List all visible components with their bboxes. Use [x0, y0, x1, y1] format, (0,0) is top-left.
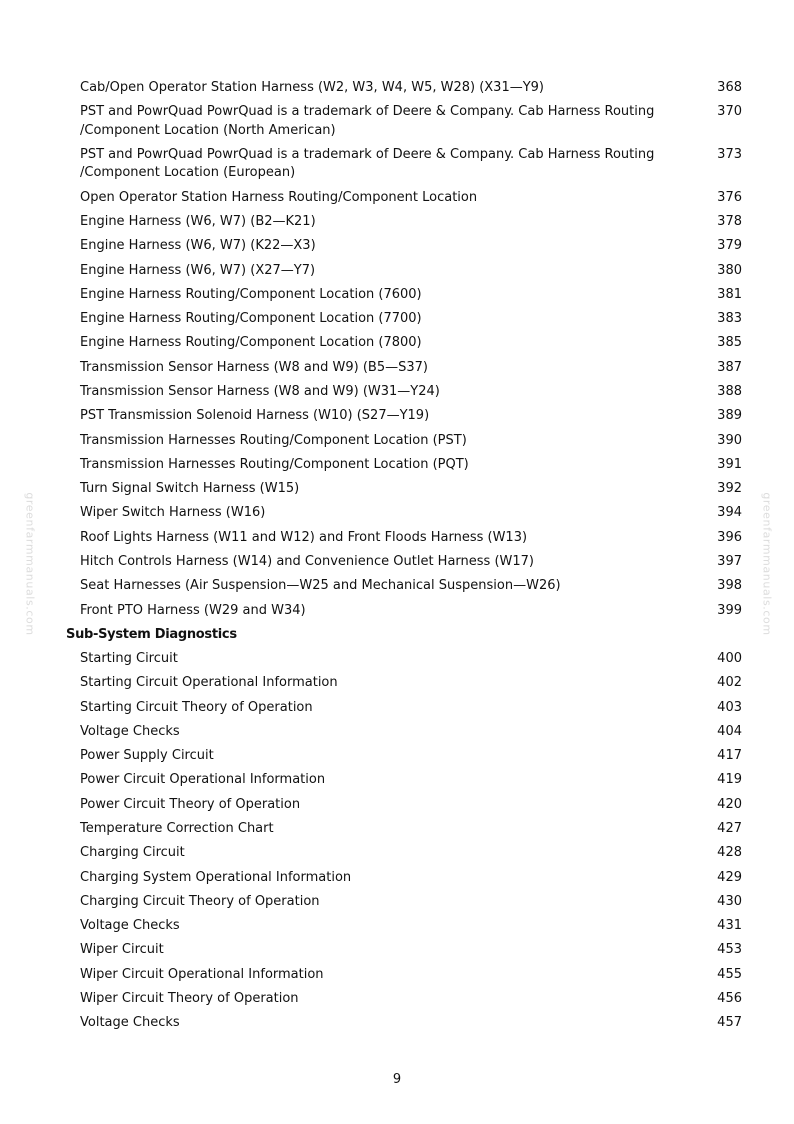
table-of-contents [0, 76, 794, 1036]
toc-entry-page: 392 [717, 481, 742, 497]
toc-entry-title: Temperature Correction Chart [80, 821, 274, 837]
toc-entry-page: 385 [717, 335, 742, 351]
toc-entry-title: Engine Harness Routing/Component Location (7700) [80, 311, 422, 327]
toc-entry-page: 391 [717, 456, 742, 472]
toc-entry-page: 368 [717, 79, 742, 95]
toc-entry[interactable] [0, 380, 794, 404]
toc-entry-title: Starting Circuit Theory of Operation [80, 699, 313, 715]
toc-entry[interactable] [0, 404, 794, 428]
toc-entry-title: Engine Harness Routing/Component Location (7600) [80, 286, 422, 302]
toc-entry-title: PST Transmission Solenoid Harness (W10) (S27—Y19) [80, 408, 430, 424]
toc-entry-page: 394 [717, 505, 742, 521]
toc-entry[interactable] [0, 143, 794, 186]
toc-entry-title: Voltage Checks [80, 1015, 180, 1031]
toc-entry-page: 456 [717, 991, 742, 1007]
toc-entry[interactable] [0, 963, 794, 987]
toc-entry[interactable] [0, 866, 794, 890]
toc-entry[interactable] [0, 841, 794, 865]
toc-section-heading[interactable]: Sub-System Diagnostics [66, 626, 237, 642]
toc-entry-title: Transmission Sensor Harness (W8 and W9) (B5—S37) [80, 359, 428, 375]
toc-entry-page: 419 [717, 772, 742, 788]
toc-entry-page: 402 [717, 675, 742, 691]
toc-entry[interactable] [0, 210, 794, 234]
toc-entry-title: Turn Signal Switch Harness (W15) [80, 481, 300, 497]
toc-entry[interactable] [0, 647, 794, 671]
toc-entry-page: 403 [717, 699, 742, 715]
toc-entry-title: Power Supply Circuit [80, 748, 214, 764]
toc-entry-title: Transmission Harnesses Routing/Component Location (PQT) [80, 456, 469, 472]
toc-entry-title: Engine Harness (W6, W7) (B2—K21) [80, 214, 316, 230]
toc-entry[interactable] [0, 283, 794, 307]
toc-entry[interactable] [0, 817, 794, 841]
toc-entry-page: 376 [717, 189, 742, 205]
toc-entry-page: 420 [717, 796, 742, 812]
toc-entry-page: 380 [717, 262, 742, 278]
toc-entry-title: Wiper Circuit [80, 942, 164, 958]
toc-entry[interactable] [0, 574, 794, 598]
toc-entry[interactable] [0, 769, 794, 793]
toc-entry-title: Power Circuit Operational Information [80, 772, 326, 788]
toc-entry-page: 378 [717, 214, 742, 230]
toc-entry-title: Charging System Operational Information [80, 869, 352, 885]
toc-entry[interactable] [0, 259, 794, 283]
toc-entry[interactable] [0, 550, 794, 574]
toc-entry-page: 388 [717, 383, 742, 399]
toc-entry-page: 370 [717, 104, 742, 120]
toc-entry-page: 404 [717, 723, 742, 739]
toc-entry[interactable] [0, 939, 794, 963]
toc-entry[interactable] [0, 453, 794, 477]
toc-entry[interactable] [0, 599, 794, 623]
toc-entry[interactable] [0, 502, 794, 526]
toc-entry[interactable] [0, 307, 794, 331]
toc-entry[interactable] [0, 356, 794, 380]
toc-entry-page: 390 [717, 432, 742, 448]
toc-entry-title: Voltage Checks [80, 918, 180, 934]
toc-entry-page: 400 [717, 651, 742, 667]
toc-entry-page: 396 [717, 529, 742, 545]
toc-entry-page: 379 [717, 238, 742, 254]
toc-entry-page: 383 [717, 311, 742, 327]
toc-entry-page: 453 [717, 942, 742, 958]
toc-entry-title: Roof Lights Harness (W11 and W12) and Front Floods Harness (W13) [80, 529, 528, 545]
toc-entry-page: 389 [717, 408, 742, 424]
toc-entry-page: 430 [717, 893, 742, 909]
toc-entry-page: 428 [717, 845, 742, 861]
toc-entry-page: 399 [717, 602, 742, 618]
toc-entry-title: PST and PowrQuad PowrQuad is a trademark of Deere & Company. Cab Harness Routing /Component Location (North American) [80, 104, 655, 138]
toc-entry-page: 381 [717, 286, 742, 302]
toc-entry-title: Front PTO Harness (W29 and W34) [80, 602, 306, 618]
page-number: 9 [392, 1072, 402, 1087]
toc-entry-title: Starting Circuit Operational Information [80, 675, 338, 691]
toc-entry[interactable] [0, 332, 794, 356]
toc-entry-page: 457 [717, 1015, 742, 1031]
watermark-right: greenfarmmanuals.com [760, 492, 774, 636]
toc-entry-page: 397 [717, 553, 742, 569]
toc-entry[interactable] [0, 477, 794, 501]
toc-entry-title: PST and PowrQuad PowrQuad is a trademark of Deere & Company. Cab Harness Routing /Component Location (European) [80, 146, 655, 181]
toc-entry-page: 373 [717, 146, 742, 162]
toc-entry[interactable] [0, 100, 794, 143]
toc-entry[interactable] [0, 76, 794, 100]
toc-entry-title: Cab/Open Operator Station Harness (W2, W3, W4, W5, W28) (X31—Y9) [80, 79, 545, 95]
toc-entry[interactable] [0, 914, 794, 938]
toc-entry-title: Engine Harness (W6, W7) (X27—Y7) [80, 262, 316, 278]
toc-entry[interactable] [0, 186, 794, 210]
toc-entry[interactable] [0, 234, 794, 258]
toc-entry-page: 429 [717, 869, 742, 885]
toc-entry[interactable] [0, 720, 794, 744]
toc-entry-page: 417 [717, 748, 742, 764]
toc-entry-page: 431 [717, 918, 742, 934]
toc-entry-title: Engine Harness Routing/Component Location (7800) [80, 335, 422, 351]
toc-entry-title: Open Operator Station Harness Routing/Component Location [80, 189, 478, 205]
toc-entry[interactable] [0, 890, 794, 914]
toc-entry[interactable] [0, 1011, 794, 1035]
toc-entry-title: Transmission Harnesses Routing/Component Location (PST) [80, 432, 467, 448]
toc-entry-page: 398 [717, 578, 742, 594]
toc-entry-title: Charging Circuit [80, 845, 185, 861]
toc-entry-title: Charging Circuit Theory of Operation [80, 893, 320, 909]
watermark-left: greenfarmmanuals.com [23, 492, 37, 636]
toc-entry-title: Transmission Sensor Harness (W8 and W9) (W31—Y24) [80, 383, 440, 399]
toc-entry[interactable] [0, 696, 794, 720]
toc-entry-title: Voltage Checks [80, 723, 180, 739]
toc-entry-title: Engine Harness (W6, W7) (K22—X3) [80, 238, 316, 254]
toc-entry-title: Power Circuit Theory of Operation [80, 796, 301, 812]
toc-entry-title: Hitch Controls Harness (W14) and Convenience Outlet Harness (W17) [80, 553, 534, 569]
toc-entry-title: Wiper Circuit Theory of Operation [80, 991, 299, 1007]
toc-entry[interactable] [0, 671, 794, 695]
toc-entry[interactable] [0, 793, 794, 817]
toc-entry-page: 427 [717, 821, 742, 837]
toc-entry[interactable] [0, 987, 794, 1011]
toc-entry-page: 387 [717, 359, 742, 375]
toc-entry-title: Starting Circuit [80, 651, 178, 667]
toc-entry-page: 455 [717, 966, 742, 982]
toc-entry[interactable] [0, 526, 794, 550]
toc-entry[interactable] [0, 744, 794, 768]
toc-entry-title: Wiper Switch Harness (W16) [80, 505, 266, 521]
toc-entry[interactable] [0, 429, 794, 453]
toc-entry-title: Wiper Circuit Operational Information [80, 966, 324, 982]
toc-entry-title: Seat Harnesses (Air Suspension—W25 and Mechanical Suspension—W26) [80, 578, 561, 594]
